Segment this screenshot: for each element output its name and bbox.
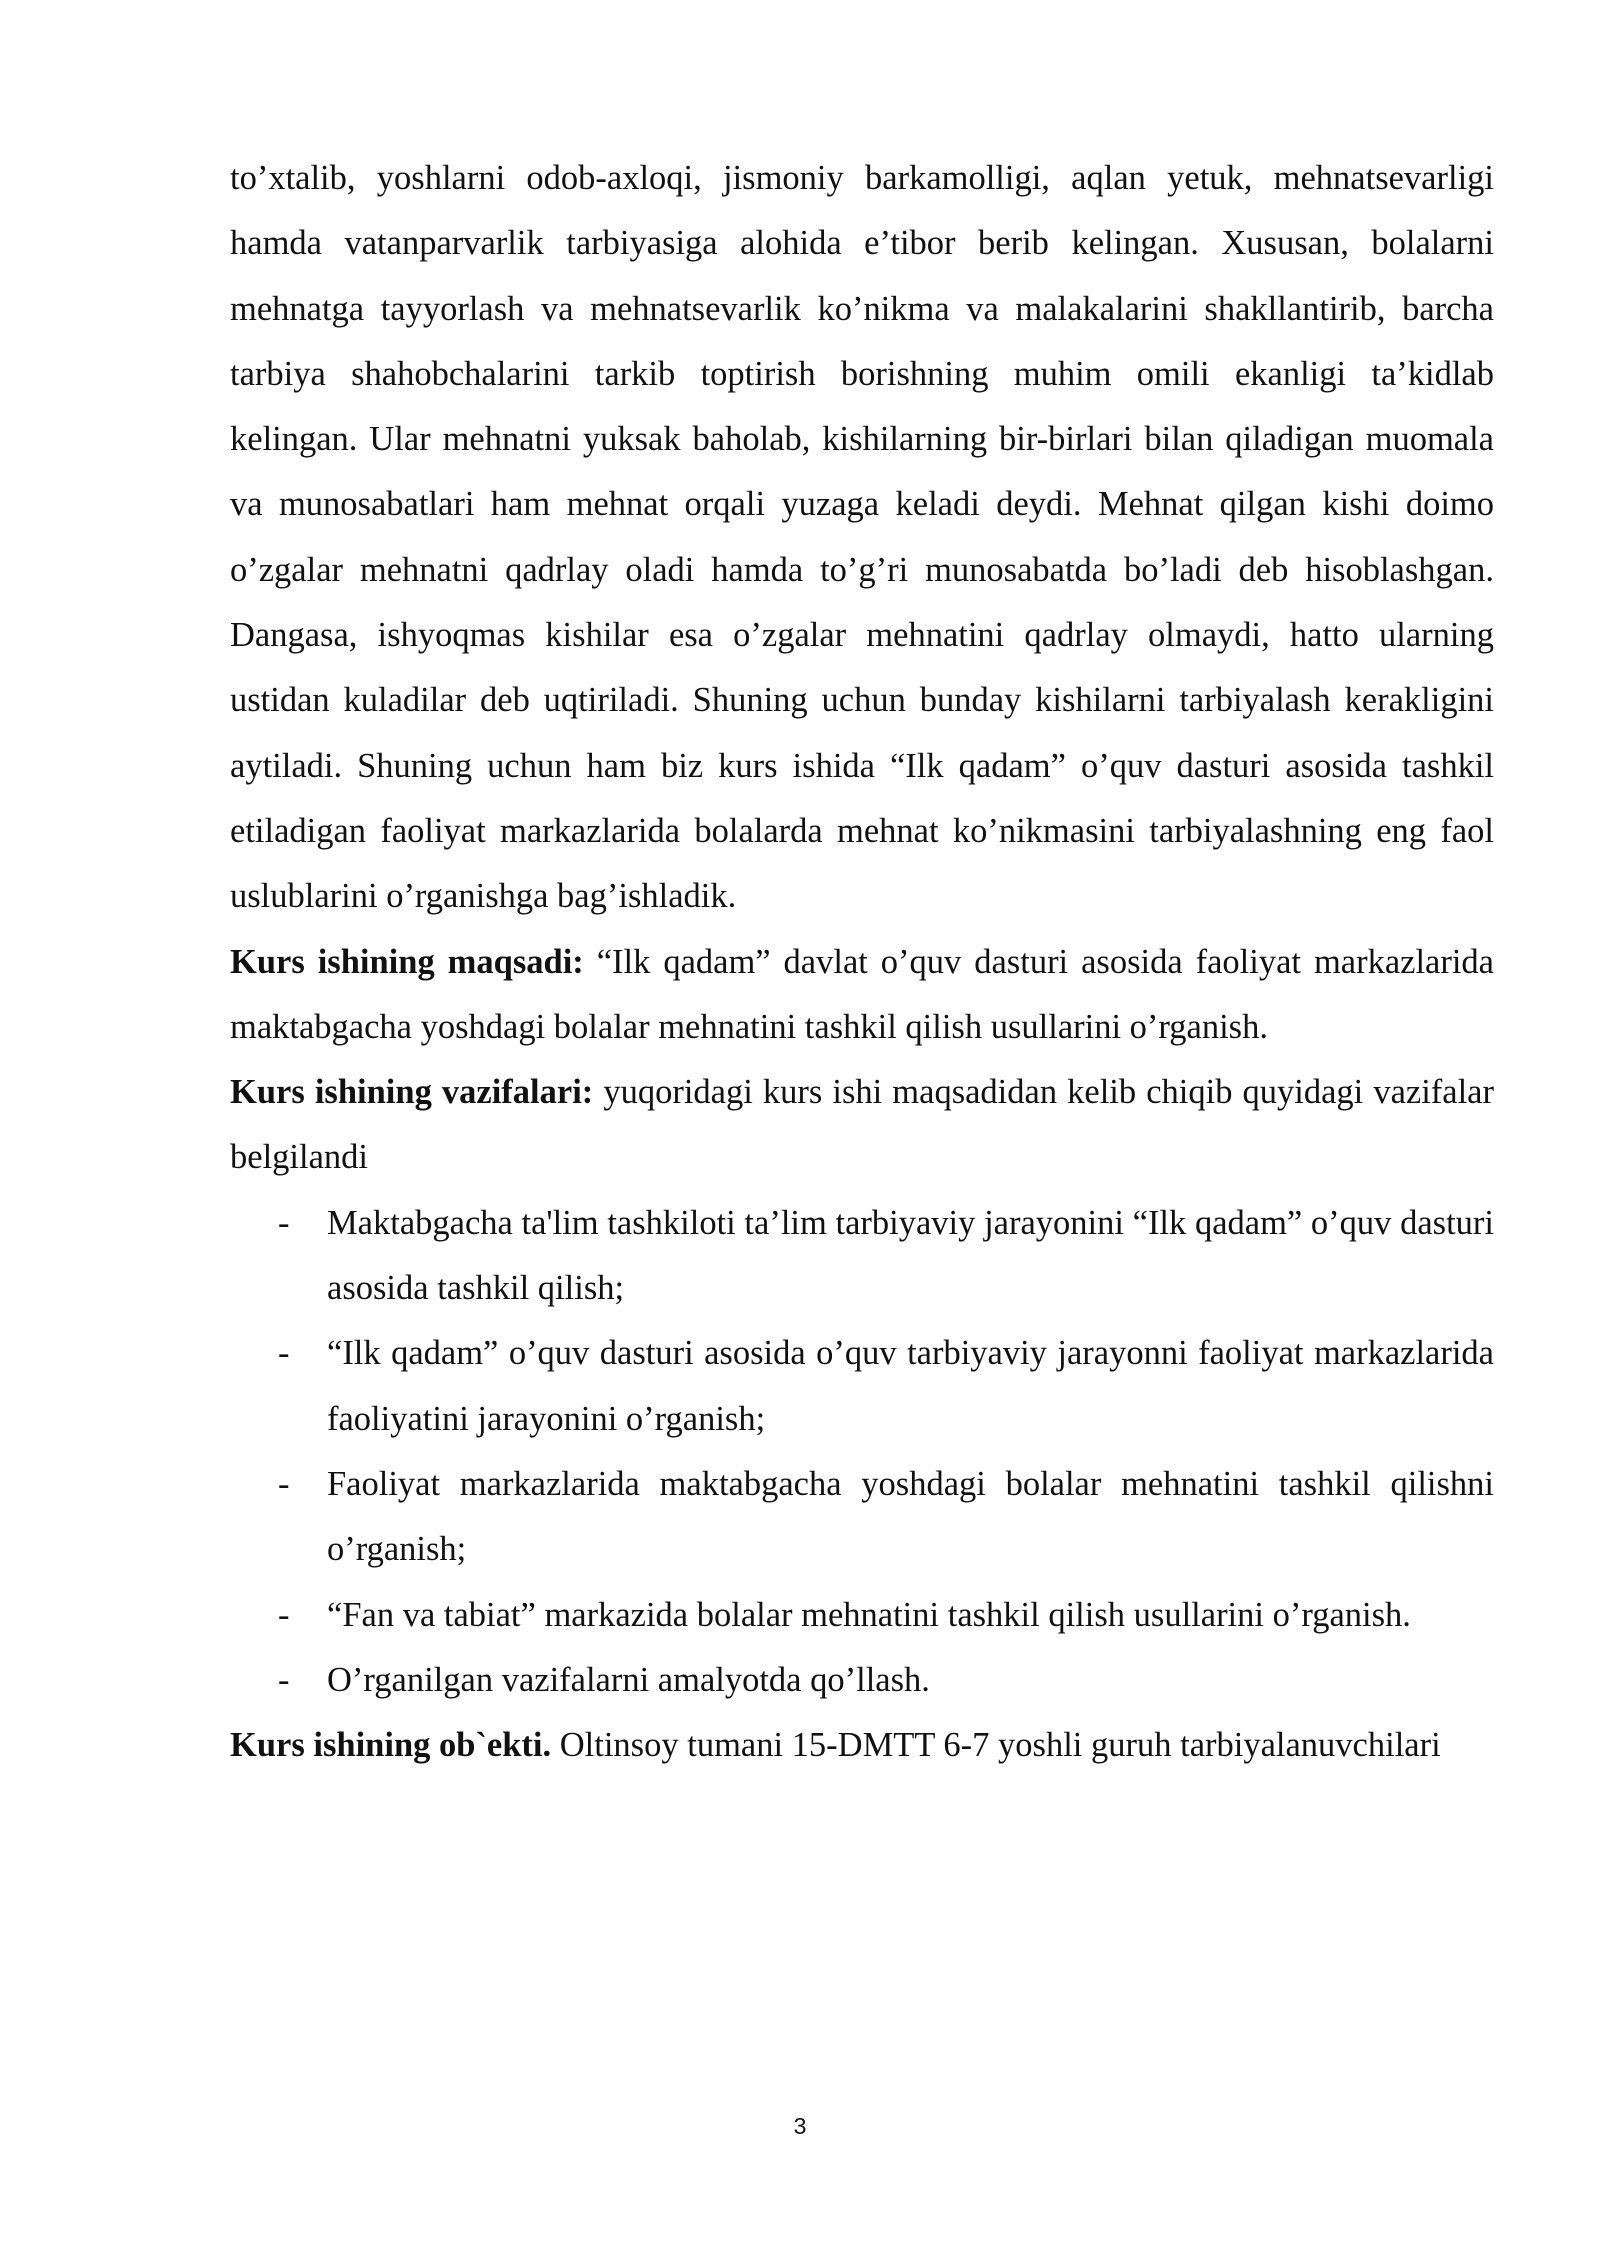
list-item-text: Maktabgacha ta'lim tashkiloti ta’lim tarbiyaviy jarayonini “Ilk qadam” o’quv dasturi asosida tashkil qilish; [327,1203,1494,1308]
tasks-list [230,1191,1494,1713]
goal-paragraph [230,930,1494,1061]
list-item [230,1648,1494,1713]
object-paragraph [230,1713,1494,1778]
page-number: 3 [793,2113,807,2139]
goal-text: “Ilk qadam” davlat o’quv dasturi asosida faoliyat markazlarida maktabgacha yoshdagi bolalar mehnatini tashkil qilish usullarini o’rganish. [230,942,1494,1046]
object-text: Oltinsoy tumani 15-DMTT 6-7 yoshli guruh tarbiyalanuvchilari [551,1726,1441,1765]
tasks-label: Kurs ishining vazifalari: [230,1073,594,1112]
list-item-text: “Fan va tabiat” markazida bolalar mehnatini tashkil qilish usullarini o’rganish. [327,1595,1411,1634]
goal-label: Kurs ishining maqsadi: [230,942,584,981]
list-item [230,1452,1494,1583]
list-item-text: Faoliyat markazlarida maktabgacha yoshdagi bolalar mehnatini tashkil qilishni o’rganish; [327,1464,1494,1569]
list-bullet: - [278,1595,290,1634]
list-bullet: - [278,1464,290,1503]
document-page [230,146,1494,1778]
list-item-text: “Ilk qadam” o’quv dasturi asosida o’quv tarbiyaviy jarayonni faoliyat markazlarida faoliyatini jarayonini o’rganish; [327,1334,1494,1438]
tasks-paragraph [230,1060,1494,1191]
list-item [230,1191,1494,1322]
tasks-text: yuqoridagi kurs ishi maqsadidan kelib chiqib quyidagi vazifalar belgilandi [230,1073,1494,1177]
list-bullet: - [278,1660,290,1699]
intro-paragraph: to’xtalib, yoshlarni odob-axloqi, jismoniy barkamolligi, aqlan yetuk, mehnatsevarligi hamda vatanparvarlik tarbiyasiga alohida e’tibor berib kelingan. Xususan, bolalarni mehnatga tayyorlash va mehnatsevarlik ko’nikma va malakalarini shakllantirib, barcha tarbiya shahobchalarini tarkib toptirish borishning muhim omili ekanligi ta’kidlab kelingan. Ular mehnatni yuksak baholab, kishilarning bir-birlari bilan qiladigan muomala va munosabatlari ham mehnat orqali yuzaga keladi deydi. Mehnat qilgan kishi doimo o’zgalar mehnatni qadrlay oladi hamda to’g’ri munosabatda bo’ladi deb hisoblashgan. Dangasa, ishyoqmas kishilar esa o’zgalar mehnatini qadrlay olmaydi, hatto ularning ustidan kuladilar deb uqtiriladi. Shuning uchun bunday kishilarni tarbiyalash kerakligini aytiladi. Shuning uchun ham biz kurs ishida “Ilk qadam” o’quv dasturi asosida tashkil etiladigan faoliyat markazlarida bolalarda mehnat ko’nikmasini tarbiyalashning eng faol uslublarini o’rganishga bag’ishladik. [230,159,1494,916]
list-item-text: O’rganilgan vazifalarni amalyotda qo’llash. [327,1660,930,1699]
object-label: Kurs ishining ob`ekti. [230,1726,552,1765]
list-bullet: - [278,1334,290,1373]
list-bullet: - [278,1203,290,1242]
list-item [230,1321,1494,1452]
list-item [230,1583,1494,1648]
